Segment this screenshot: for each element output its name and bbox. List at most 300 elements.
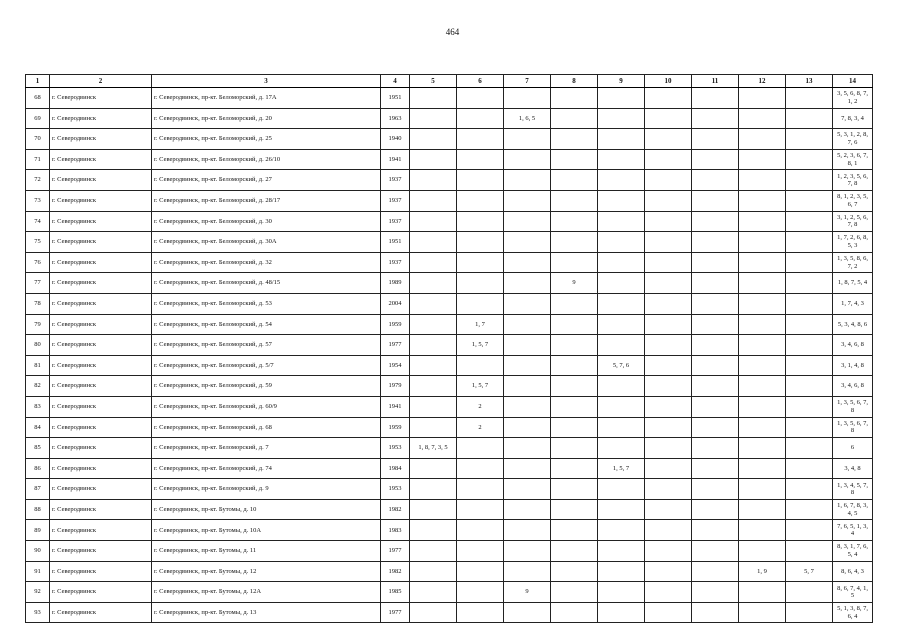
address-cell: г. Северодвинск, пр-кт. Беломорский, д. 30 [152,211,381,232]
col-6-cell: 1, 5, 7 [457,376,504,397]
col-7-cell [504,129,551,150]
col-11-cell [692,252,739,273]
year-built-cell: 1979 [381,376,410,397]
col-5-cell [410,355,457,376]
row-number-cell: 76 [26,252,50,273]
col-12-cell [739,499,786,520]
col-8-cell [551,376,598,397]
col-5-cell [410,396,457,417]
col-14-cell: 1, 3, 5, 8, 6, 7, 2 [833,252,873,273]
col-8-cell [551,582,598,603]
table-row [26,149,873,170]
col-8-cell [551,149,598,170]
row-number-cell: 92 [26,582,50,603]
year-built-cell: 1940 [381,129,410,150]
col-10-cell [645,170,692,191]
col-10-cell [645,335,692,356]
col-10-cell [645,190,692,211]
col-13-cell [786,232,833,253]
col-6-cell [457,211,504,232]
col-11-cell [692,417,739,438]
col-9-cell [598,293,645,314]
row-number-cell: 84 [26,417,50,438]
column-header: 11 [692,75,739,88]
col-13-cell [786,396,833,417]
settlement-cell: г. Северодвинск [50,211,152,232]
col-11-cell [692,541,739,562]
settlement-cell: г. Северодвинск [50,293,152,314]
page-number: 464 [445,27,460,37]
col-13-cell [786,582,833,603]
address-cell: г. Северодвинск, пр-кт. Беломорский, д. 5/7 [152,355,381,376]
col-11-cell [692,479,739,500]
col-12-cell [739,438,786,459]
table-row [26,129,873,150]
column-header: 7 [504,75,551,88]
row-number-cell: 89 [26,520,50,541]
col-10-cell [645,252,692,273]
col-11-cell [692,355,739,376]
col-5-cell [410,541,457,562]
address-cell: г. Северодвинск, пр-кт. Бутомы, д. 13 [152,602,381,623]
settlement-cell: г. Северодвинск [50,438,152,459]
row-number-cell: 75 [26,232,50,253]
year-built-cell: 1959 [381,314,410,335]
col-12-cell [739,88,786,109]
col-12-cell [739,541,786,562]
year-built-cell: 1977 [381,602,410,623]
col-7-cell [504,149,551,170]
col-12-cell [739,479,786,500]
col-7-cell [504,355,551,376]
col-8-cell [551,211,598,232]
col-8-cell [551,479,598,500]
col-14-cell: 5, 2, 3, 6, 7, 8, 1 [833,149,873,170]
col-11-cell [692,438,739,459]
col-6-cell [457,293,504,314]
col-8-cell [551,541,598,562]
table-row [26,252,873,273]
settlement-cell: г. Северодвинск [50,417,152,438]
col-12-cell [739,190,786,211]
col-9-cell: 1, 5, 7 [598,458,645,479]
address-cell: г. Северодвинск, пр-кт. Беломорский, д. 20 [152,108,381,129]
col-10-cell [645,602,692,623]
col-8-cell [551,108,598,129]
col-14-cell: 3, 5, 6, 8, 7, 1, 2 [833,88,873,109]
col-10-cell [645,88,692,109]
row-number-cell: 88 [26,499,50,520]
table-row [26,335,873,356]
col-11-cell [692,129,739,150]
table-row [26,355,873,376]
col-14-cell: 3, 4, 6, 8 [833,376,873,397]
col-9-cell [598,582,645,603]
address-cell: г. Северодвинск, пр-кт. Беломорский, д. 54 [152,314,381,335]
row-number-cell: 72 [26,170,50,191]
col-14-cell: 5, 3, 4, 8, 6 [833,314,873,335]
col-12-cell [739,170,786,191]
col-9-cell [598,252,645,273]
settlement-cell: г. Северодвинск [50,458,152,479]
col-10-cell [645,541,692,562]
col-8-cell: 9 [551,273,598,294]
year-built-cell: 1963 [381,108,410,129]
col-9-cell [598,314,645,335]
col-11-cell [692,520,739,541]
col-5-cell [410,252,457,273]
col-5-cell [410,232,457,253]
col-14-cell: 5, 3, 1, 2, 8, 7, 6 [833,129,873,150]
col-10-cell [645,376,692,397]
row-number-cell: 86 [26,458,50,479]
col-9-cell [598,108,645,129]
year-built-cell: 1937 [381,211,410,232]
col-7-cell [504,417,551,438]
col-7-cell: 9 [504,582,551,603]
col-12-cell [739,314,786,335]
col-9-cell [598,335,645,356]
col-8-cell [551,417,598,438]
col-11-cell [692,211,739,232]
settlement-cell: г. Северодвинск [50,396,152,417]
col-6-cell [457,149,504,170]
col-7-cell: 1, 6, 5 [504,108,551,129]
col-14-cell: 7, 8, 3, 4 [833,108,873,129]
col-6-cell [457,170,504,191]
col-14-cell: 1, 3, 5, 6, 7, 8 [833,396,873,417]
settlement-cell: г. Северодвинск [50,355,152,376]
col-11-cell [692,88,739,109]
col-6-cell [457,499,504,520]
col-5-cell [410,561,457,582]
settlement-cell: г. Северодвинск [50,314,152,335]
col-6-cell [457,541,504,562]
col-12-cell [739,273,786,294]
col-10-cell [645,417,692,438]
column-header: 10 [645,75,692,88]
col-12-cell [739,417,786,438]
col-13-cell [786,499,833,520]
col-9-cell [598,376,645,397]
col-13-cell [786,458,833,479]
col-8-cell [551,314,598,335]
col-13-cell [786,520,833,541]
col-7-cell [504,211,551,232]
table-row [26,211,873,232]
col-8-cell [551,396,598,417]
address-cell: г. Северодвинск, пр-кт. Беломорский, д. 17А [152,88,381,109]
table-row [26,438,873,459]
col-7-cell [504,499,551,520]
col-8-cell [551,355,598,376]
settlement-cell: г. Северодвинск [50,582,152,603]
col-5-cell [410,314,457,335]
col-7-cell [504,232,551,253]
address-cell: г. Северодвинск, пр-кт. Бутомы, д. 10 [152,499,381,520]
col-13-cell [786,335,833,356]
settlement-cell: г. Северодвинск [50,479,152,500]
settlement-cell: г. Северодвинск [50,602,152,623]
address-cell: г. Северодвинск, пр-кт. Беломорский, д. 28/17 [152,190,381,211]
col-12-cell [739,376,786,397]
col-14-cell: 1, 7, 4, 3 [833,293,873,314]
row-number-cell: 71 [26,149,50,170]
col-12-cell [739,129,786,150]
col-13-cell [786,293,833,314]
row-number-cell: 90 [26,541,50,562]
settlement-cell: г. Северодвинск [50,376,152,397]
year-built-cell: 1977 [381,335,410,356]
col-12-cell [739,582,786,603]
col-12-cell [739,520,786,541]
col-6-cell: 1, 7 [457,314,504,335]
col-14-cell: 1, 6, 7, 8, 3, 4, 5 [833,499,873,520]
col-13-cell [786,170,833,191]
year-built-cell: 1937 [381,170,410,191]
table-row [26,170,873,191]
col-14-cell: 6 [833,438,873,459]
col-10-cell [645,129,692,150]
col-10-cell [645,438,692,459]
col-7-cell [504,88,551,109]
address-cell: г. Северодвинск, пр-кт. Беломорский, д. 68 [152,417,381,438]
row-number-cell: 87 [26,479,50,500]
table-body [26,88,873,623]
row-number-cell: 80 [26,335,50,356]
address-cell: г. Северодвинск, пр-кт. Бутомы, д. 12 [152,561,381,582]
col-7-cell [504,314,551,335]
col-10-cell [645,561,692,582]
col-5-cell: 1, 8, 7, 3, 5 [410,438,457,459]
col-8-cell [551,602,598,623]
col-14-cell: 7, 6, 5, 1, 3, 4 [833,520,873,541]
col-9-cell [598,602,645,623]
address-cell: г. Северодвинск, пр-кт. Беломорский, д. 57 [152,335,381,356]
col-13-cell: 5, 7 [786,561,833,582]
col-13-cell [786,438,833,459]
col-10-cell [645,520,692,541]
column-header: 9 [598,75,645,88]
year-built-cell: 1954 [381,355,410,376]
col-7-cell [504,438,551,459]
address-cell: г. Северодвинск, пр-кт. Беломорский, д. 53 [152,293,381,314]
row-number-cell: 70 [26,129,50,150]
row-number-cell: 69 [26,108,50,129]
col-7-cell [504,396,551,417]
year-built-cell: 1951 [381,232,410,253]
row-number-cell: 77 [26,273,50,294]
col-14-cell: 8, 3, 1, 7, 6, 5, 4 [833,541,873,562]
col-5-cell [410,211,457,232]
col-6-cell [457,602,504,623]
row-number-cell: 85 [26,438,50,459]
col-14-cell: 5, 1, 3, 8, 7, 6, 4 [833,602,873,623]
col-9-cell [598,499,645,520]
column-header: 4 [381,75,410,88]
row-number-cell: 74 [26,211,50,232]
col-14-cell: 3, 1, 4, 8 [833,355,873,376]
col-6-cell [457,88,504,109]
table-row [26,479,873,500]
settlement-cell: г. Северодвинск [50,129,152,150]
col-13-cell [786,602,833,623]
col-7-cell [504,520,551,541]
col-13-cell [786,314,833,335]
settlement-cell: г. Северодвинск [50,499,152,520]
col-12-cell [739,232,786,253]
row-number-cell: 93 [26,602,50,623]
col-5-cell [410,190,457,211]
year-built-cell: 1937 [381,252,410,273]
col-11-cell [692,582,739,603]
address-cell: г. Северодвинск, пр-кт. Беломорский, д. 32 [152,252,381,273]
col-11-cell [692,602,739,623]
col-8-cell [551,520,598,541]
year-built-cell: 2004 [381,293,410,314]
col-9-cell [598,479,645,500]
col-11-cell [692,273,739,294]
col-13-cell [786,108,833,129]
col-5-cell [410,458,457,479]
settlement-cell: г. Северодвинск [50,520,152,541]
col-14-cell: 1, 8, 7, 5, 4 [833,273,873,294]
address-cell: г. Северодвинск, пр-кт. Беломорский, д. 25 [152,129,381,150]
table-row [26,376,873,397]
col-13-cell [786,149,833,170]
address-cell: г. Северодвинск, пр-кт. Бутомы, д. 11 [152,541,381,562]
col-7-cell [504,458,551,479]
year-built-cell: 1984 [381,458,410,479]
col-12-cell [739,211,786,232]
col-14-cell: 8, 1, 2, 3, 5, 6, 7 [833,190,873,211]
table-row [26,293,873,314]
col-6-cell [457,582,504,603]
col-12-cell [739,252,786,273]
table-row [26,520,873,541]
address-cell: г. Северодвинск, пр-кт. Беломорский, д. 30А [152,232,381,253]
col-11-cell [692,314,739,335]
col-6-cell [457,108,504,129]
col-6-cell [457,479,504,500]
col-9-cell [598,88,645,109]
col-8-cell [551,170,598,191]
col-11-cell [692,376,739,397]
col-6-cell [457,520,504,541]
col-6-cell [457,273,504,294]
address-cell: г. Северодвинск, пр-кт. Беломорский, д. 9 [152,479,381,500]
column-header: 3 [152,75,381,88]
table-row [26,396,873,417]
col-6-cell [457,190,504,211]
column-header: 12 [739,75,786,88]
col-5-cell [410,376,457,397]
address-cell: г. Северодвинск, пр-кт. Бутомы, д. 10А [152,520,381,541]
col-13-cell [786,88,833,109]
col-5-cell [410,479,457,500]
address-cell: г. Северодвинск, пр-кт. Беломорский, д. 26/10 [152,149,381,170]
row-number-cell: 83 [26,396,50,417]
col-11-cell [692,458,739,479]
table-row [26,232,873,253]
table-row [26,314,873,335]
col-10-cell [645,293,692,314]
col-7-cell [504,602,551,623]
col-9-cell [598,561,645,582]
col-11-cell [692,499,739,520]
address-cell: г. Северодвинск, пр-кт. Беломорский, д. 60/9 [152,396,381,417]
housing-register-table [25,74,873,623]
col-11-cell [692,396,739,417]
table-row [26,458,873,479]
row-number-cell: 78 [26,293,50,314]
col-8-cell [551,232,598,253]
year-built-cell: 1951 [381,88,410,109]
col-13-cell [786,211,833,232]
col-8-cell [551,252,598,273]
col-8-cell [551,293,598,314]
col-9-cell [598,273,645,294]
col-6-cell: 2 [457,417,504,438]
col-14-cell: 3, 4, 8 [833,458,873,479]
col-6-cell: 2 [457,396,504,417]
column-header: 14 [833,75,873,88]
settlement-cell: г. Северодвинск [50,252,152,273]
col-5-cell [410,108,457,129]
column-header: 5 [410,75,457,88]
year-built-cell: 1953 [381,479,410,500]
col-5-cell [410,88,457,109]
col-8-cell [551,88,598,109]
table-row [26,190,873,211]
column-header: 2 [50,75,152,88]
table-row [26,88,873,109]
settlement-cell: г. Северодвинск [50,335,152,356]
year-built-cell: 1959 [381,417,410,438]
col-10-cell [645,273,692,294]
settlement-cell: г. Северодвинск [50,108,152,129]
col-5-cell [410,293,457,314]
header-row [26,75,873,88]
col-12-cell [739,108,786,129]
col-9-cell [598,190,645,211]
col-5-cell [410,149,457,170]
col-11-cell [692,108,739,129]
col-8-cell [551,190,598,211]
col-10-cell [645,396,692,417]
col-12-cell [739,602,786,623]
col-12-cell [739,335,786,356]
settlement-cell: г. Северодвинск [50,149,152,170]
row-number-cell: 73 [26,190,50,211]
table-row [26,541,873,562]
col-13-cell [786,190,833,211]
col-6-cell [457,458,504,479]
col-13-cell [786,417,833,438]
table-row [26,499,873,520]
col-7-cell [504,170,551,191]
col-11-cell [692,170,739,191]
col-5-cell [410,417,457,438]
col-6-cell [457,129,504,150]
col-12-cell [739,458,786,479]
col-10-cell [645,355,692,376]
col-14-cell: 1, 7, 2, 6, 8, 5, 3 [833,232,873,253]
year-built-cell: 1982 [381,561,410,582]
col-11-cell [692,232,739,253]
row-number-cell: 68 [26,88,50,109]
col-9-cell [598,170,645,191]
